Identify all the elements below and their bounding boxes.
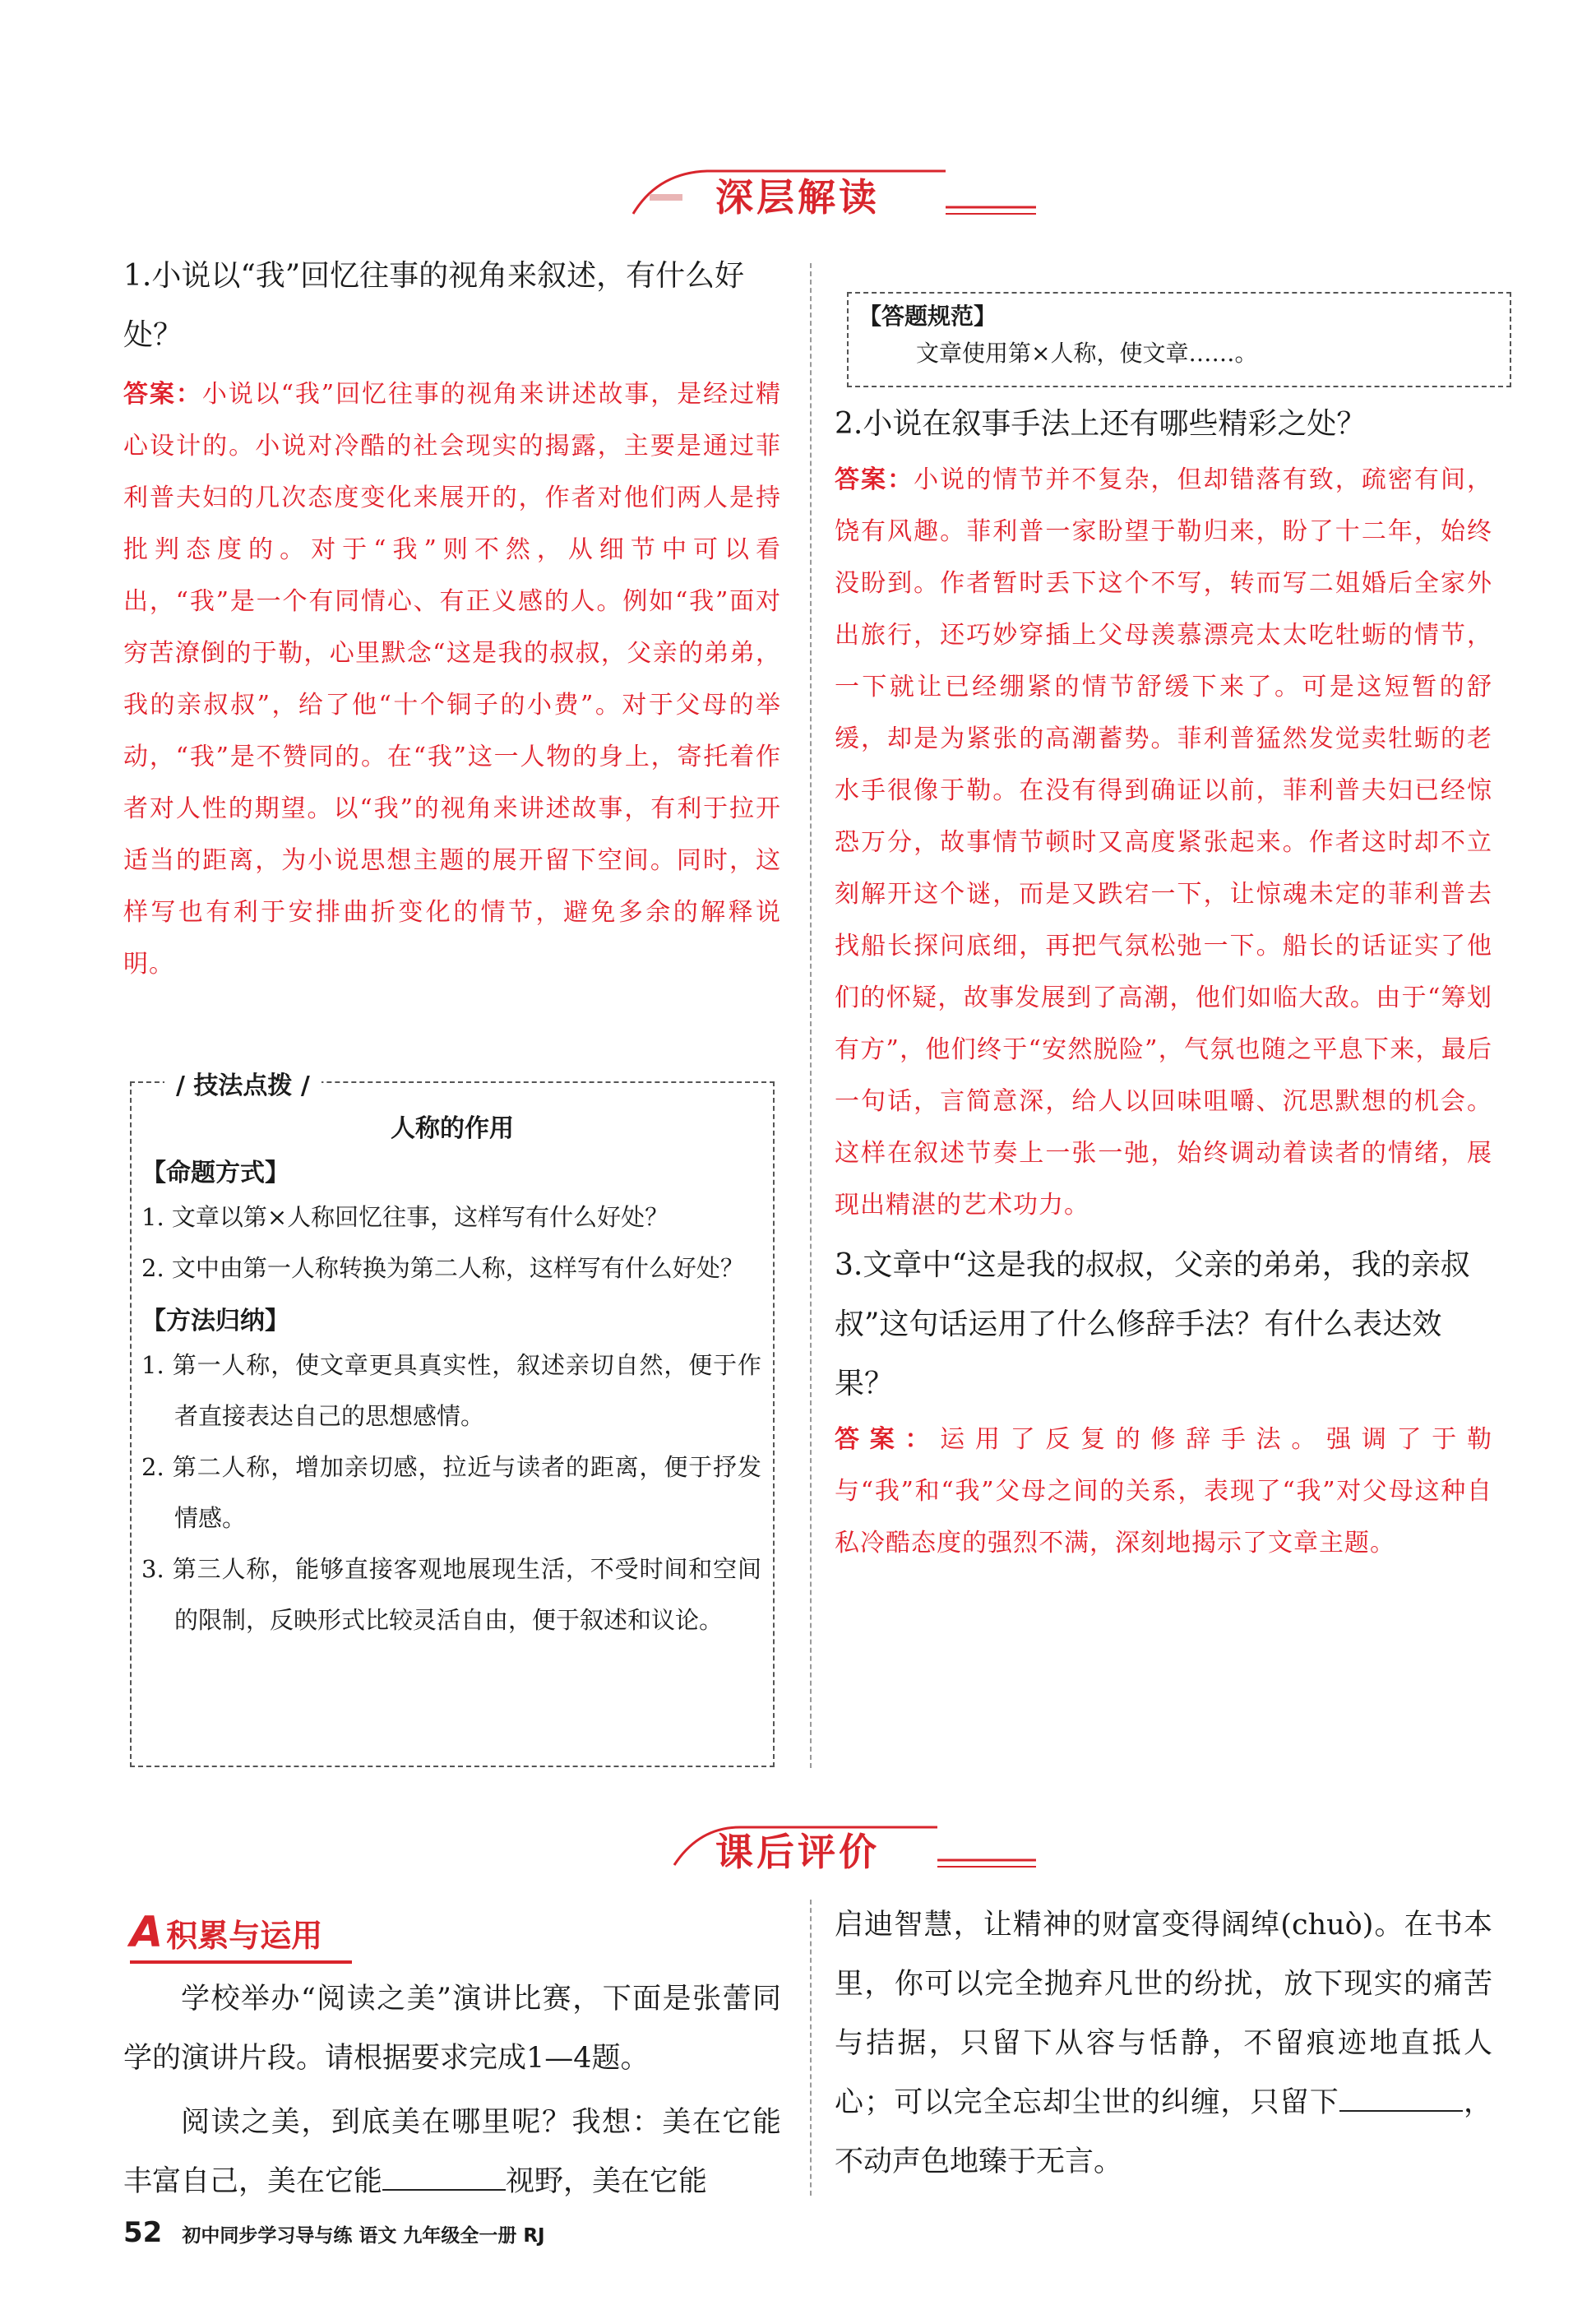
part-a-heading — [130, 1908, 322, 1957]
summary-item: 1. 第一人称，使文章更具真实性，叙述亲切自然，便于作者直接表达自己的思想感情。 — [141, 1351, 761, 1430]
summary-label: 【方法归纳】 — [141, 1307, 289, 1335]
passage-text: 视野，美在它能 — [506, 2165, 708, 2198]
summary-item: 3. 第三人称，能够直接客观地展现生活，不受时间和空间的限制，反映形式比较灵活自由，便于叙述和议论。 — [141, 1555, 761, 1634]
tips-tag: / 技法点拨 / — [164, 1065, 322, 1101]
answer-label: 答案： — [835, 1425, 941, 1454]
section-title: 深层解读 — [715, 175, 880, 220]
summary-item: 2. 第二人称，增加亲切感，拉近与读者的距离，便于抒发情感。 — [141, 1453, 761, 1532]
page-footer — [123, 2216, 545, 2249]
fill-blank-2[interactable] — [1339, 2085, 1463, 2112]
question-number: 3. — [835, 1248, 863, 1282]
section-banner-deep-reading — [0, 156, 1596, 230]
question-text: 小说在叙事手法上还有哪些精彩之处？ — [863, 407, 1367, 441]
tips-heading: 人称的作用 — [391, 1114, 514, 1143]
answer-label: 答案： — [835, 465, 914, 494]
norm-label: 【答题规范】 — [858, 303, 997, 330]
part-a-left-column — [123, 1969, 781, 2211]
column-divider-lower — [810, 1900, 812, 2196]
question-number: 1. — [123, 259, 152, 293]
book-title: 初中同步学习导与练 语文 九年级全一册 RJ — [182, 2225, 545, 2247]
tips-tag-label: 技法点拨 — [193, 1072, 293, 1100]
question-1 — [123, 247, 781, 365]
right-column-top — [835, 395, 1492, 1569]
part-a-underline — [130, 1960, 352, 1964]
answer-norm-box — [847, 292, 1511, 387]
page-number: 52 — [123, 2216, 163, 2249]
method-item: 1. 文章以第×人称回忆往事，这样写有什么好处？ — [141, 1203, 669, 1231]
section-banner-after-class — [0, 1809, 1596, 1883]
question-text: 文章中“这是我的叔叔，父亲的弟弟，我的亲叔叔”这句话运用了什么修辞手法？有什么表达效果？ — [835, 1248, 1470, 1400]
question-2 — [835, 395, 1492, 454]
tips-box — [130, 1072, 775, 1767]
part-a-title: 积累与运用 — [166, 1918, 323, 1954]
part-a-right-column — [835, 1895, 1492, 2192]
passage-text: 阅读之美，到底美在哪里呢？我想：美在它能丰富自己，美在它能 — [123, 2106, 781, 2198]
passage-left — [123, 2093, 781, 2211]
passage-text: 启迪智慧，让精神的财富变得阔绰(chuò)。在书本里，你可以完全抛弃凡世的纷扰，放下现实的痛苦与拮据，只留下从容与恬静，不留痕迹地直抵人心；可以完全忘却尘世的纠缠，只留下 — [835, 1909, 1492, 2119]
answer-text: 小说以“我”回忆往事的视角来讲述故事，是经过精心设计的。小说对冷酷的社会现实的揭露，主要是通过菲利普夫妇的几次态度变化来展开的，作者对他们两人是持批判态度的。对于“我”则不然，从细节中可以看出，“我”是一个有同情心、有正义感的人。例如“我”面对穷苦潦倒的于勒，心里默念“这是我的叔叔，父亲的弟弟，我的亲叔叔”，给了他“十个铜子的小费”。对于父母的举动，“我”是不赞同的。在“我”这一人物的身上，寄托着作者对人性的期望。以“我”的视角来讲述故事，有利于拉开适当的距离，为小说思想主题的展开留下空间。同时，这样写也有利于安排曲折变化的情节，避免多余的解释说明。 — [123, 380, 782, 979]
section-title: 课后评价 — [715, 1830, 880, 1874]
answer-text: 运用了反复的修辞手法。强调了于勒与“我”和“我”父母之间的关系，表现了“我”对父母这种自私冷酷态度的强烈不满，深刻地揭示了文章主题。 — [835, 1425, 1493, 1557]
question-3 — [835, 1236, 1492, 1414]
left-column-top — [123, 247, 781, 990]
passage-text: ，不动声色地臻于无言。 — [835, 2086, 1492, 2178]
question-number: 2. — [835, 407, 863, 441]
norm-text: 文章使用第×人称，使文章……。 — [916, 340, 1258, 367]
method-label: 【命题方式】 — [141, 1159, 289, 1187]
question-text: 小说以“我”回忆往事的视角来叙述，有什么好处？ — [123, 259, 745, 352]
column-divider — [810, 263, 812, 1768]
intro-text: 学校举办“阅读之美”演讲比赛，下面是张蕾同学的演讲片段。请根据要求完成1—4题。 — [123, 1983, 781, 2075]
answer-2 — [835, 454, 1492, 1231]
part-a-letter: A — [130, 1908, 164, 1957]
passage-right — [835, 1895, 1492, 2192]
answer-text: 小说的情节并不复杂，但却错落有致，疏密有间，饶有风趣。菲利普一家盼望于勒归来，盼了十二年，始终没盼到。作者暂时丢下这个不写，转而写二姐婚后全家外出旅行，还巧妙穿插上父母羡慕漂亮太太吃牡蛎的情节，一下就让已经绷紧的情节舒缓下来了。可是这短暂的舒缓，却是为紧张的高潮蓄势。菲利普猛然发觉卖牡蛎的老水手很像于勒。在没有得到确证以前，菲利普夫妇已经惊恐万分，故事情节顿时又高度紧张起来。作者这时却不立刻解开这个谜，而是又跌宕一下，让惊魂未定的菲利普去找船长探问底细，再把气氛松弛一下。船长的话证实了他们的怀疑，故事发展到了高潮，他们如临大敌。由于“筹划有方”，他们终于“安然脱险”，气氛也随之平息下来，最后一句话，言简意深，给人以回味咀嚼、沉思默想的机会。这样在叙述节奏上一张一弛，始终调动着读者的情绪，展现出精湛的艺术功力。 — [835, 465, 1492, 1220]
method-item: 2. 文中由第一人称转换为第二人称，这样写有什么好处？ — [141, 1254, 744, 1282]
answer-label: 答案： — [123, 380, 202, 409]
fill-blank-1[interactable] — [382, 2164, 506, 2191]
answer-3 — [835, 1414, 1492, 1569]
part-a-intro — [123, 1969, 781, 2088]
answer-1 — [123, 368, 781, 990]
